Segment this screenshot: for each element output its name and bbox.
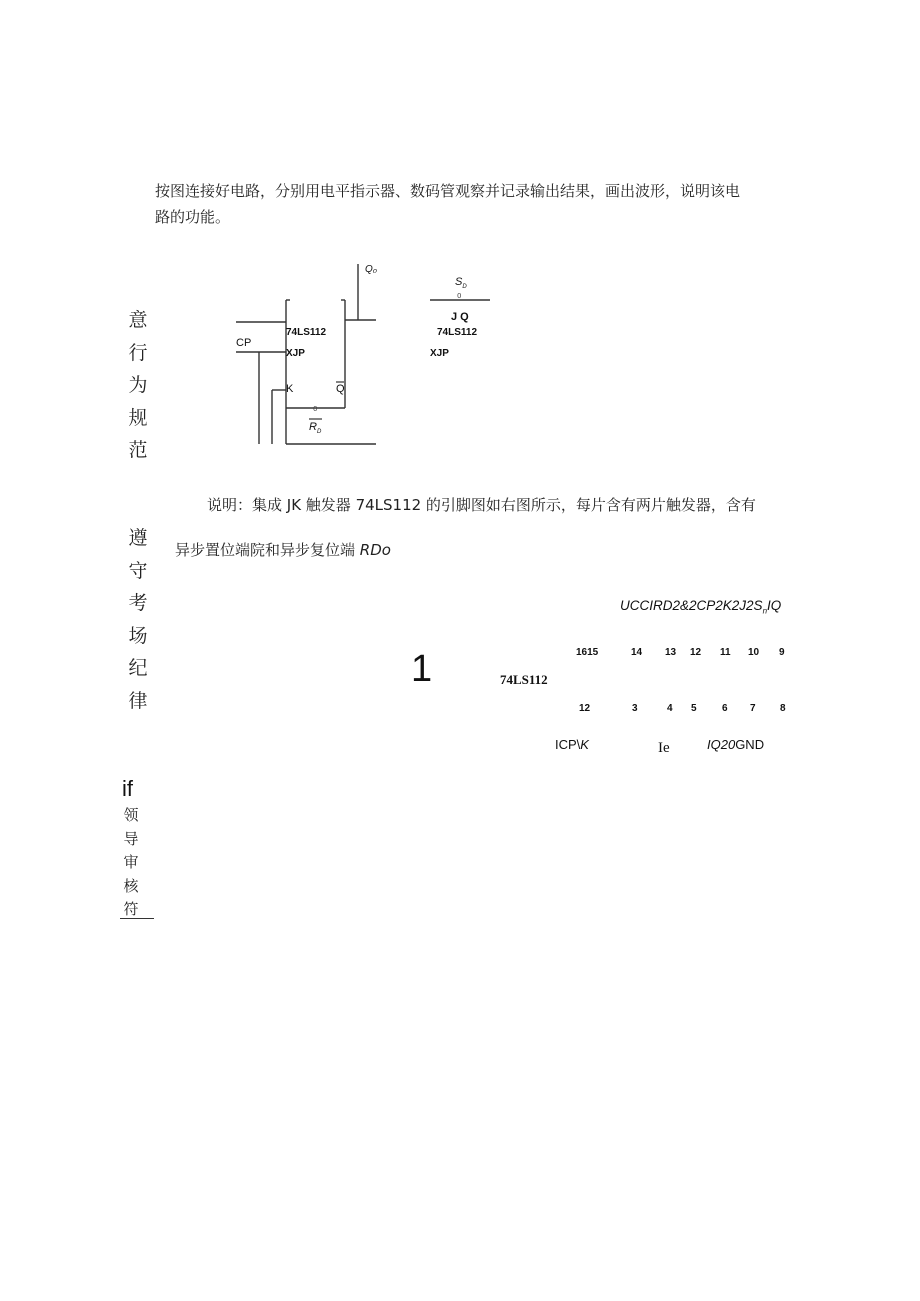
pinout-bottom-labels-c: IQ20GND [707, 737, 765, 752]
instruction-line-1: 按图连接好电路，分别用电平指示器、数码管观察并记录输出结果，画出波形，说明该电 [155, 182, 741, 200]
q0-label: Q₀ [365, 264, 377, 275]
top-pin-number: 1615 [576, 647, 599, 658]
jq-label: J Q [451, 311, 469, 323]
side-char: 规 [128, 406, 148, 429]
bottom-pin-number: 3 [632, 703, 638, 714]
note-line-1: 说明：集成 JK 触发器 74LS112 的引脚图如右图所示，每片含有两片触发器，含有 [207, 496, 756, 514]
side-char: 律 [128, 689, 148, 712]
sd-label: $S_D$ [455, 276, 467, 291]
side-if-label: if [122, 776, 133, 801]
pinout-chip-label: 74LS112 [500, 672, 548, 687]
side-char: 符 [123, 900, 139, 918]
cp-label: CP [236, 337, 252, 349]
side-char: 意 [128, 309, 148, 331]
k-label: K [286, 383, 294, 395]
note-line-2: 异步置位端院和异步复位端 RDo [175, 541, 391, 559]
big-numeral-one: 1 [411, 648, 433, 690]
right-chip-label: 74LS112 [437, 327, 478, 338]
side-char: 纪 [128, 657, 148, 679]
side-char: 导 [123, 829, 139, 848]
top-pin-number: 10 [748, 647, 760, 658]
pinout-bottom-labels-b: Ie [658, 740, 670, 756]
pinout-bottom-labels-a: ICP\K [555, 737, 589, 752]
bottom-pin-number: 5 [691, 703, 697, 714]
rd-label: $R_D$ [309, 421, 322, 436]
top-pin-number: 9 [779, 647, 785, 658]
bottom-pin-number: 4 [667, 703, 673, 714]
side-char: 行 [128, 341, 148, 364]
qbar-label: Q [336, 383, 345, 395]
side-char: 为 [128, 374, 148, 396]
rd-small-mark: 0 [313, 405, 318, 413]
side-char: 核 [123, 876, 139, 895]
sd-small-mark: 0 [457, 292, 462, 300]
left-xjp-label: XJP [286, 348, 305, 359]
left-chip-label: 74LS112 [286, 327, 327, 338]
side-char: 遵 [128, 527, 148, 549]
top-pin-number: 12 [690, 647, 702, 658]
side-char: 守 [128, 559, 148, 582]
bottom-pin-number: 8 [780, 703, 786, 714]
pinout-top-labels: $UCCIRD2\&2CP2K2J2S_nIQ$ [620, 598, 782, 616]
right-xjp-label: XJP [430, 348, 449, 359]
side-char: 考 [128, 592, 148, 614]
top-pin-number: 14 [631, 647, 643, 658]
side-char: 场 [128, 624, 148, 647]
bottom-pin-number: 7 [750, 703, 756, 714]
side-char: 范 [128, 439, 148, 461]
bottom-pin-number: 12 [579, 703, 591, 714]
top-pin-number: 13 [665, 647, 677, 658]
bottom-pin-number: 6 [722, 703, 728, 714]
instruction-line-2: 路的功能。 [155, 208, 231, 226]
side-char: 审 [123, 853, 139, 871]
side-char: 领 [123, 806, 139, 824]
top-pin-number: 11 [720, 647, 731, 658]
